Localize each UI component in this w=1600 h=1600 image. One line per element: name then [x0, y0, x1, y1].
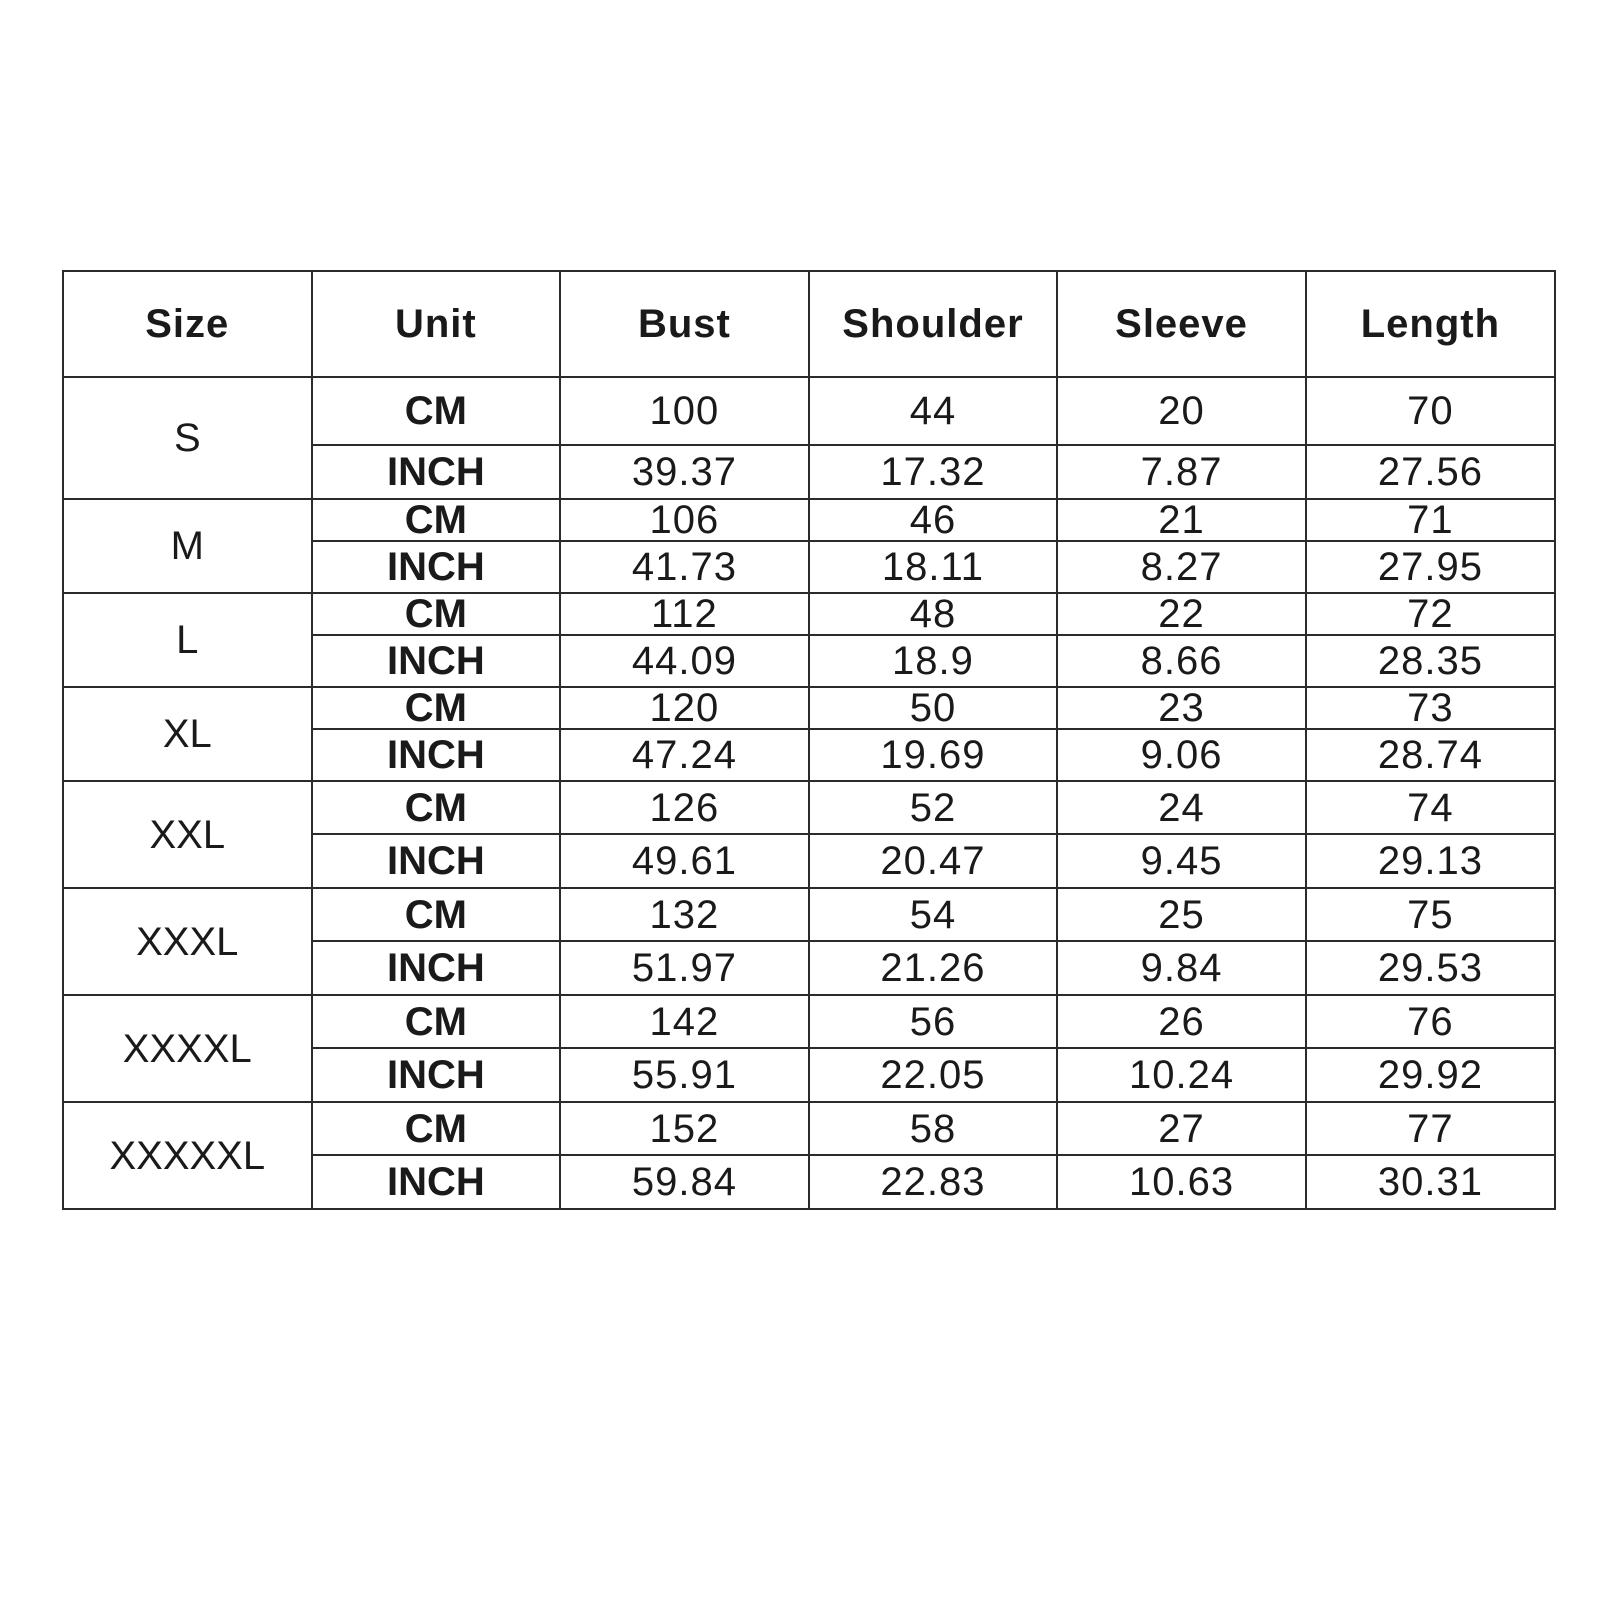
length-inch-value: 29.53	[1306, 941, 1555, 995]
size-label: XL	[63, 687, 312, 781]
sleeve-inch-value: 9.84	[1057, 941, 1306, 995]
shoulder-cm-value: 48	[809, 593, 1058, 635]
bust-cm-value: 152	[560, 1102, 809, 1155]
sleeve-cm-value: 26	[1057, 995, 1306, 1048]
unit-inch-label: INCH	[312, 1155, 561, 1209]
bust-cm-value: 120	[560, 687, 809, 729]
table-row	[63, 687, 1555, 729]
sleeve-cm-value: 21	[1057, 499, 1306, 541]
shoulder-inch-value: 22.83	[809, 1155, 1058, 1209]
length-inch-value: 27.95	[1306, 541, 1555, 593]
sleeve-inch-value: 8.27	[1057, 541, 1306, 593]
bust-cm-value: 106	[560, 499, 809, 541]
length-cm-value: 77	[1306, 1102, 1555, 1155]
length-inch-value: 30.31	[1306, 1155, 1555, 1209]
sleeve-inch-value: 7.87	[1057, 445, 1306, 499]
size-label: M	[63, 499, 312, 593]
unit-inch-label: INCH	[312, 541, 561, 593]
shoulder-inch-value: 17.32	[809, 445, 1058, 499]
bust-inch-value: 51.97	[560, 941, 809, 995]
size-chart-table	[62, 270, 1556, 1210]
sleeve-cm-value: 24	[1057, 781, 1306, 834]
unit-inch-label: INCH	[312, 1048, 561, 1102]
bust-inch-value: 49.61	[560, 834, 809, 888]
length-cm-value: 76	[1306, 995, 1555, 1048]
shoulder-inch-value: 18.11	[809, 541, 1058, 593]
unit-cm-label: CM	[312, 888, 561, 941]
sleeve-inch-value: 9.06	[1057, 729, 1306, 781]
bust-inch-value: 47.24	[560, 729, 809, 781]
shoulder-cm-value: 52	[809, 781, 1058, 834]
unit-inch-label: INCH	[312, 941, 561, 995]
size-label: XXXL	[63, 888, 312, 995]
sleeve-cm-value: 25	[1057, 888, 1306, 941]
unit-cm-label: CM	[312, 687, 561, 729]
length-inch-value: 27.56	[1306, 445, 1555, 499]
unit-cm-label: CM	[312, 499, 561, 541]
size-label: S	[63, 377, 312, 499]
shoulder-inch-value: 21.26	[809, 941, 1058, 995]
length-cm-value: 71	[1306, 499, 1555, 541]
header-shoulder: Shoulder	[809, 271, 1058, 377]
length-cm-value: 72	[1306, 593, 1555, 635]
header-bust: Bust	[560, 271, 809, 377]
length-inch-value: 28.35	[1306, 635, 1555, 687]
table-row	[63, 781, 1555, 834]
table-row	[63, 995, 1555, 1048]
unit-inch-label: INCH	[312, 834, 561, 888]
size-chart-body	[63, 377, 1555, 1209]
sleeve-cm-value: 27	[1057, 1102, 1306, 1155]
shoulder-inch-value: 19.69	[809, 729, 1058, 781]
header-sleeve: Sleeve	[1057, 271, 1306, 377]
shoulder-cm-value: 56	[809, 995, 1058, 1048]
unit-cm-label: CM	[312, 377, 561, 445]
unit-cm-label: CM	[312, 1102, 561, 1155]
table-row	[63, 888, 1555, 941]
shoulder-inch-value: 20.47	[809, 834, 1058, 888]
header-length: Length	[1306, 271, 1555, 377]
length-inch-value: 29.13	[1306, 834, 1555, 888]
shoulder-cm-value: 54	[809, 888, 1058, 941]
table-row	[63, 593, 1555, 635]
sleeve-inch-value: 10.63	[1057, 1155, 1306, 1209]
size-label: L	[63, 593, 312, 687]
unit-cm-label: CM	[312, 995, 561, 1048]
unit-inch-label: INCH	[312, 445, 561, 499]
bust-cm-value: 112	[560, 593, 809, 635]
bust-inch-value: 59.84	[560, 1155, 809, 1209]
length-inch-value: 28.74	[1306, 729, 1555, 781]
size-label: XXXXL	[63, 995, 312, 1102]
shoulder-inch-value: 18.9	[809, 635, 1058, 687]
bust-cm-value: 142	[560, 995, 809, 1048]
bust-inch-value: 55.91	[560, 1048, 809, 1102]
bust-cm-value: 132	[560, 888, 809, 941]
unit-cm-label: CM	[312, 781, 561, 834]
bust-inch-value: 41.73	[560, 541, 809, 593]
length-cm-value: 74	[1306, 781, 1555, 834]
sleeve-cm-value: 22	[1057, 593, 1306, 635]
bust-cm-value: 126	[560, 781, 809, 834]
header-row	[63, 271, 1555, 377]
sleeve-inch-value: 10.24	[1057, 1048, 1306, 1102]
shoulder-cm-value: 50	[809, 687, 1058, 729]
unit-inch-label: INCH	[312, 729, 561, 781]
bust-inch-value: 39.37	[560, 445, 809, 499]
sleeve-inch-value: 8.66	[1057, 635, 1306, 687]
length-inch-value: 29.92	[1306, 1048, 1555, 1102]
table-row	[63, 377, 1555, 445]
table-row	[63, 1102, 1555, 1155]
unit-cm-label: CM	[312, 593, 561, 635]
header-unit: Unit	[312, 271, 561, 377]
size-label: XXL	[63, 781, 312, 888]
length-cm-value: 75	[1306, 888, 1555, 941]
size-label: XXXXXL	[63, 1102, 312, 1209]
sleeve-inch-value: 9.45	[1057, 834, 1306, 888]
table-row	[63, 499, 1555, 541]
length-cm-value: 70	[1306, 377, 1555, 445]
length-cm-value: 73	[1306, 687, 1555, 729]
shoulder-cm-value: 44	[809, 377, 1058, 445]
bust-cm-value: 100	[560, 377, 809, 445]
bust-inch-value: 44.09	[560, 635, 809, 687]
shoulder-cm-value: 58	[809, 1102, 1058, 1155]
unit-inch-label: INCH	[312, 635, 561, 687]
sleeve-cm-value: 23	[1057, 687, 1306, 729]
shoulder-inch-value: 22.05	[809, 1048, 1058, 1102]
shoulder-cm-value: 46	[809, 499, 1058, 541]
header-size: Size	[63, 271, 312, 377]
sleeve-cm-value: 20	[1057, 377, 1306, 445]
